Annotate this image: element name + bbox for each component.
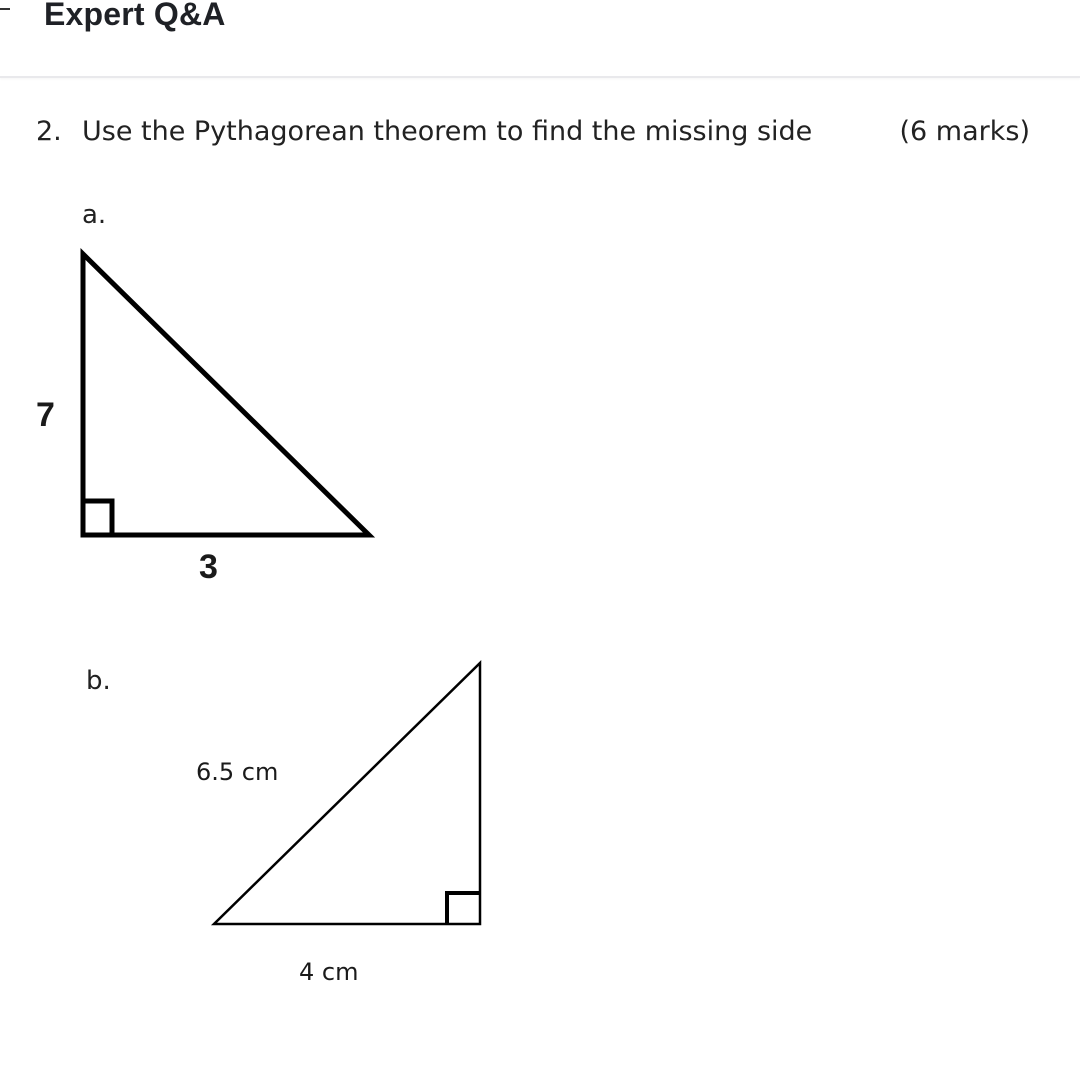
right-angle-marker-a xyxy=(83,501,112,535)
app-header xyxy=(0,0,1080,78)
triangle-b-bottom-side-label: 4 cm xyxy=(299,958,359,986)
right-angle-marker-b xyxy=(447,893,480,924)
triangle-a xyxy=(83,254,369,535)
question-marks: (6 marks) xyxy=(899,116,1030,147)
minus-back-icon[interactable] xyxy=(0,6,12,12)
triangle-a-bottom-side-label: 3 xyxy=(199,548,218,586)
part-b-label: b. xyxy=(86,666,111,696)
page-title: Expert Q&A xyxy=(44,0,226,32)
question-number: 2. xyxy=(36,116,62,147)
triangle-b xyxy=(214,663,480,924)
question-text: Use the Pythagorean theorem to find the missing side xyxy=(82,116,813,147)
part-a-label: a. xyxy=(82,200,107,230)
question-row xyxy=(36,112,1036,152)
triangle-b-hypotenuse-label: 6.5 cm xyxy=(196,758,279,786)
triangle-a-left-side-label: 7 xyxy=(36,396,55,434)
